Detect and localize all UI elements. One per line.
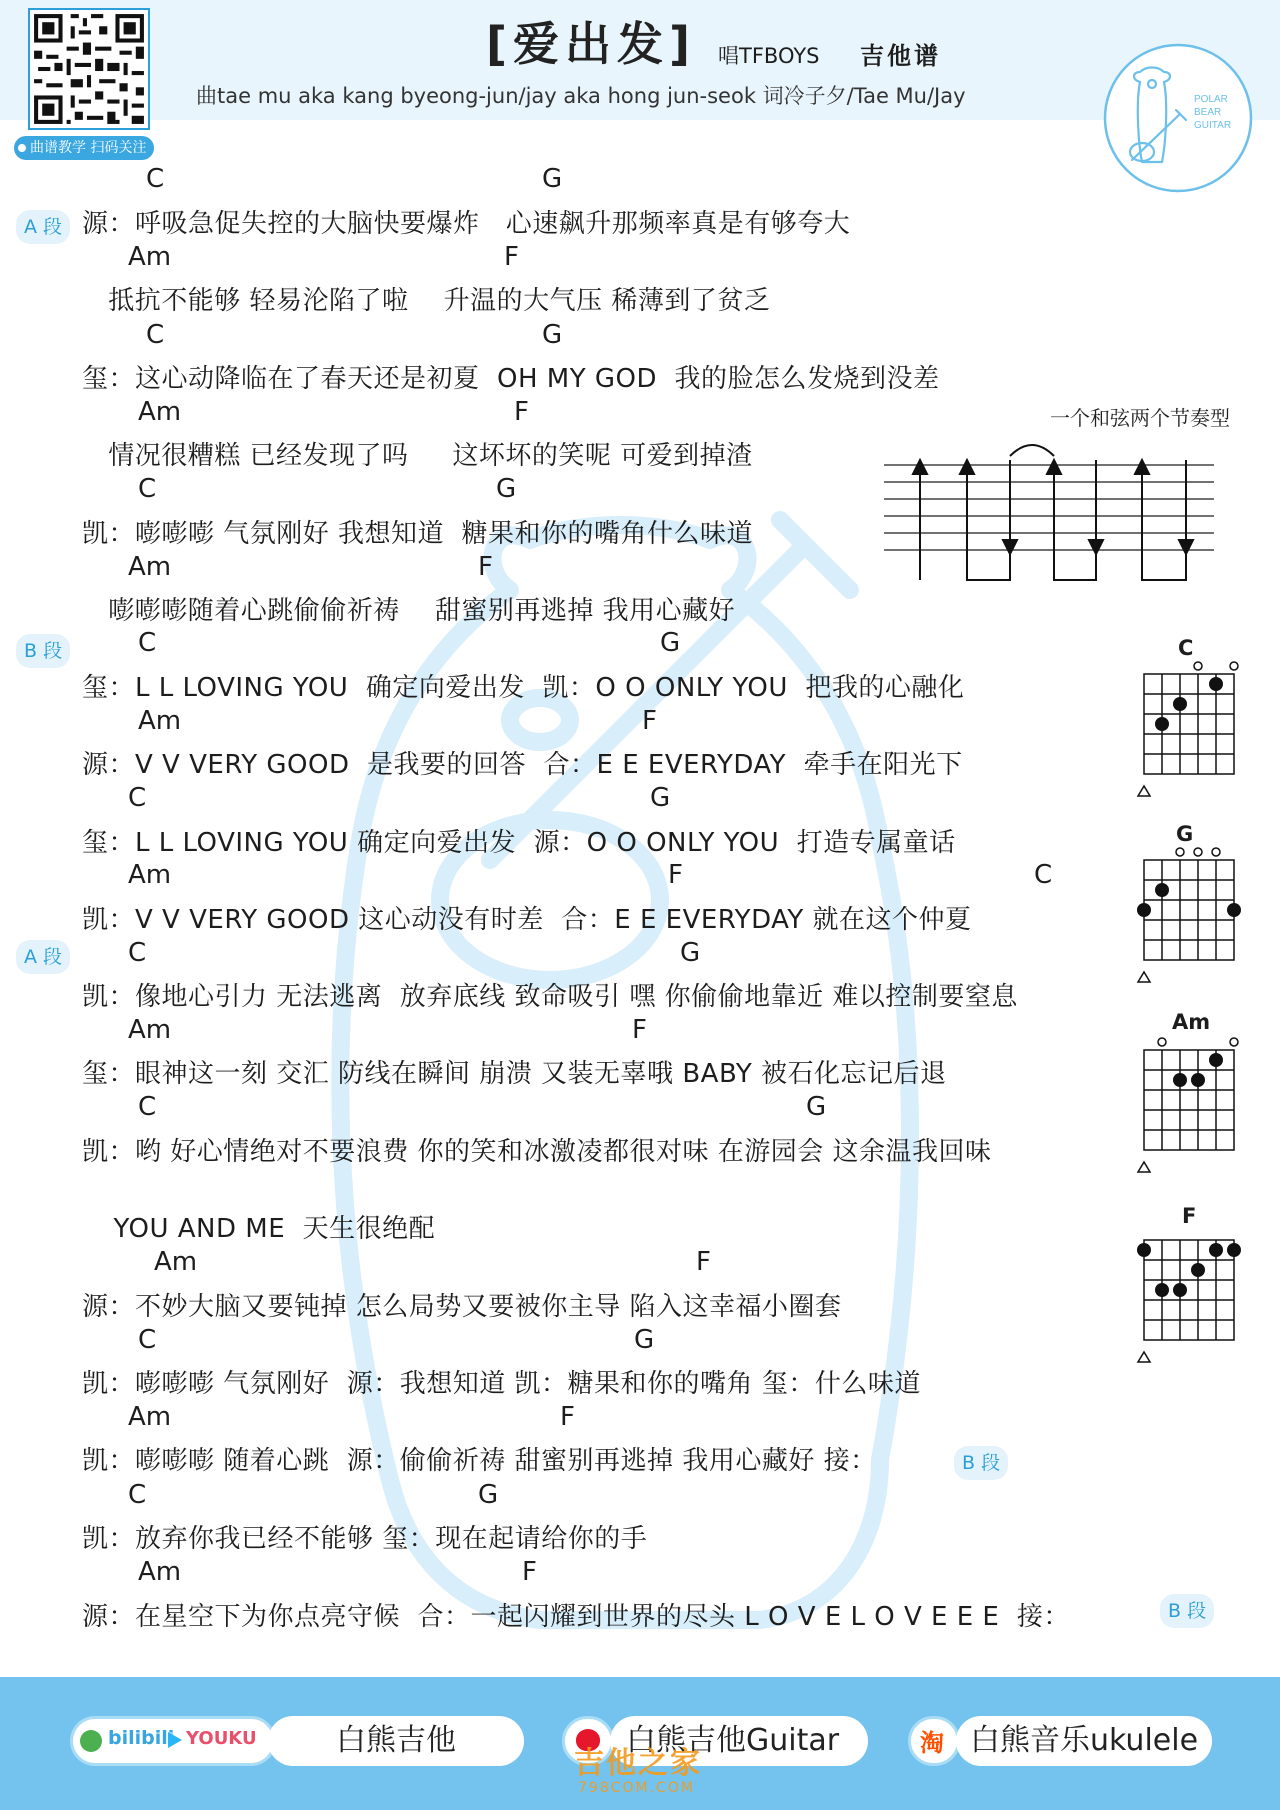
chord-diagram-name: C [1178, 636, 1194, 660]
chord-symbol: F [514, 397, 529, 427]
chord-symbol: C [138, 1092, 157, 1122]
chord-diagram-name: F [1182, 1204, 1197, 1228]
chord-symbol: Am [128, 552, 172, 582]
lyric-line: 玺：这心动降临在了春天还是初夏 OH MY GOD 我的脸怎么发烧到没差 [82, 364, 940, 394]
chord-symbol: G [680, 938, 701, 968]
lyric-line: YOU AND ME 天生很绝配 [96, 1214, 436, 1244]
chord-symbol: G [542, 164, 563, 194]
chord-symbol: Am [138, 1557, 182, 1587]
lyric-line: 凯：嘭嘭嘭 随着心跳 源：偷偷祈祷 甜蜜别再逃掉 我用心藏好 接： [82, 1446, 877, 1476]
chord-symbol: Am [128, 1015, 172, 1045]
chord-symbol: F [522, 1557, 537, 1587]
chord-diagram-am[interactable] [1132, 1032, 1242, 1182]
lyric-line: 源：呼吸急促失控的大脑快要爆炸 心速飙升那频率真是有够夸大 [82, 209, 851, 239]
taobao-icon: 淘 [920, 1729, 944, 1757]
logo-text-3: GUITAR [1194, 120, 1232, 131]
lyric-line: 凯：嘭嘭嘭 气氛刚好 源：我想知道 凯：糖果和你的嘴角 玺：什么味道 [82, 1369, 921, 1399]
section-tag-a: A 段 [16, 210, 70, 244]
lyric-line: 凯：V V VERY GOOD 这心动没有时差 合：E E EVERYDAY 就在这个仲夏 [82, 905, 972, 935]
chord-diagram-g[interactable] [1132, 842, 1242, 992]
logo-text-1: POLAR [1194, 94, 1228, 105]
lyric-line: 凯：嘭嘭嘭 气氛刚好 我想知道 糖果和你的嘴角什么味道 [82, 519, 754, 549]
site-watermark: 吉他之家 [574, 1746, 702, 1781]
chord-symbol: G [634, 1325, 655, 1355]
chord-symbol: Am [154, 1247, 198, 1277]
chord-diagram-name: G [1176, 822, 1194, 846]
lyric-line: 凯：哟 好心情绝对不要浪费 你的笑和冰激凌都很对味 在游园会 这余温我回味 [82, 1137, 992, 1167]
chord-symbol: Am [128, 242, 172, 272]
chord-symbol: F [642, 706, 657, 736]
lyric-line: 玺：L L LOVING YOU 确定向爱出发 源：O O ONLY YOU 打造专属童话 [82, 828, 956, 858]
lyric-line: 源：不妙大脑又要钝掉 怎么局势又要被你主导 陷入这幸福小圈套 [82, 1292, 842, 1322]
singer: 唱TFBOYS [718, 44, 820, 68]
lyric-line: 抵抗不能够 轻易沦陷了啦 升温的大气压 稀薄到了贫乏 [82, 286, 771, 316]
chord-symbol: G [660, 628, 681, 658]
qr-caption: 曲谱教学 扫码关注 [14, 136, 154, 160]
logo-text-2: BEAR [1194, 107, 1222, 118]
chord-diagram-c[interactable] [1132, 656, 1242, 806]
taobao-store-name[interactable]: 白熊音乐ukulele [956, 1716, 1212, 1766]
chord-symbol: Am [138, 397, 182, 427]
credits: 曲tae mu aka kang byeong-jun/jay aka hong jun-seok 词冷子夕/Tae Mu/Jay [196, 84, 966, 108]
bilibili-logo: bilibili [108, 1727, 175, 1749]
chord-symbol: C [138, 474, 157, 504]
song-title: [爱出发] [486, 17, 697, 71]
chord-symbol: F [696, 1247, 711, 1277]
chord-symbol: C [1034, 860, 1053, 890]
chord-diagram-f[interactable] [1132, 1222, 1242, 1372]
youku-play-icon [168, 1732, 182, 1748]
rhythm-title: 一个和弦两个节奏型 [1050, 406, 1230, 430]
chord-symbol: Am [138, 706, 182, 736]
chord-symbol: C [128, 1480, 147, 1510]
lyric-line: 嘭嘭嘭随着心跳偷偷祈祷 甜蜜别再逃掉 我用心藏好 [82, 596, 736, 626]
lyric-line: 源：V V VERY GOOD 是我要的回答 合：E E EVERYDAY 牵手在阳光下 [82, 750, 963, 780]
qr-code-pattern [30, 10, 148, 128]
chord-symbol: F [560, 1402, 575, 1432]
lyric-line: 源：在星空下为你点亮守候 合：一起闪耀到世界的尽头 L O V E L O V E E E 接： [82, 1602, 1070, 1632]
site-watermark-url: 798COM.COM [578, 1780, 695, 1796]
chord-symbol: F [632, 1015, 647, 1045]
chord-symbol: F [668, 860, 683, 890]
lyric-line: 玺：眼神这一刻 交汇 防线在瞬间 崩溃 又装无辜哦 BABY 被石化忘记后退 [82, 1059, 947, 1089]
chord-symbol: G [806, 1092, 827, 1122]
chord-symbol: F [504, 242, 519, 272]
chord-symbol: C [128, 783, 147, 813]
youku-logo: YOUKU [186, 1728, 257, 1749]
chord-symbol: C [128, 938, 147, 968]
chord-diagram-name: Am [1172, 1010, 1211, 1034]
bilibili-account-name[interactable]: 白熊吉他 [268, 1716, 524, 1766]
lyric-line: 凯：放弃你我已经不能够 玺：现在起请给你的手 [82, 1524, 648, 1554]
chord-symbol: Am [128, 1402, 172, 1432]
chord-symbol: G [478, 1480, 499, 1510]
weibo-account-name[interactable]: 白熊吉他Guitar [610, 1716, 868, 1766]
lyric-line: 凯：像地心引力 无法逃离 放弃底线 致命吸引 嘿 你偷偷地靠近 难以控制要窒息 [82, 982, 1018, 1012]
lyric-line: 情况很糟糕 已经发现了吗 这坏坏的笑呢 可爱到掉渣 [82, 441, 753, 471]
chord-symbol: C [138, 628, 157, 658]
section-tag-b: B 段 [16, 634, 70, 668]
lyric-line: 玺：L L LOVING YOU 确定向爱出发 凯：O O ONLY YOU 把我的心融化 [82, 673, 965, 703]
chord-symbol: C [146, 320, 165, 350]
chord-symbol: G [650, 783, 671, 813]
sheet-type: 吉他谱 [860, 42, 941, 70]
section-tag-a: A 段 [16, 940, 70, 974]
qr-code[interactable] [28, 8, 150, 130]
chord-symbol: C [146, 164, 165, 194]
chord-symbol: G [496, 474, 517, 504]
chord-symbol: G [542, 320, 563, 350]
chord-symbol: F [478, 552, 493, 582]
wechat-icon [80, 1730, 102, 1752]
section-tag-b: B 段 [954, 1446, 1008, 1480]
chord-symbol: Am [128, 860, 172, 890]
section-tag-b: B 段 [1160, 1594, 1214, 1628]
chord-symbol: C [138, 1325, 157, 1355]
rhythm-pattern-diagram [884, 430, 1214, 590]
